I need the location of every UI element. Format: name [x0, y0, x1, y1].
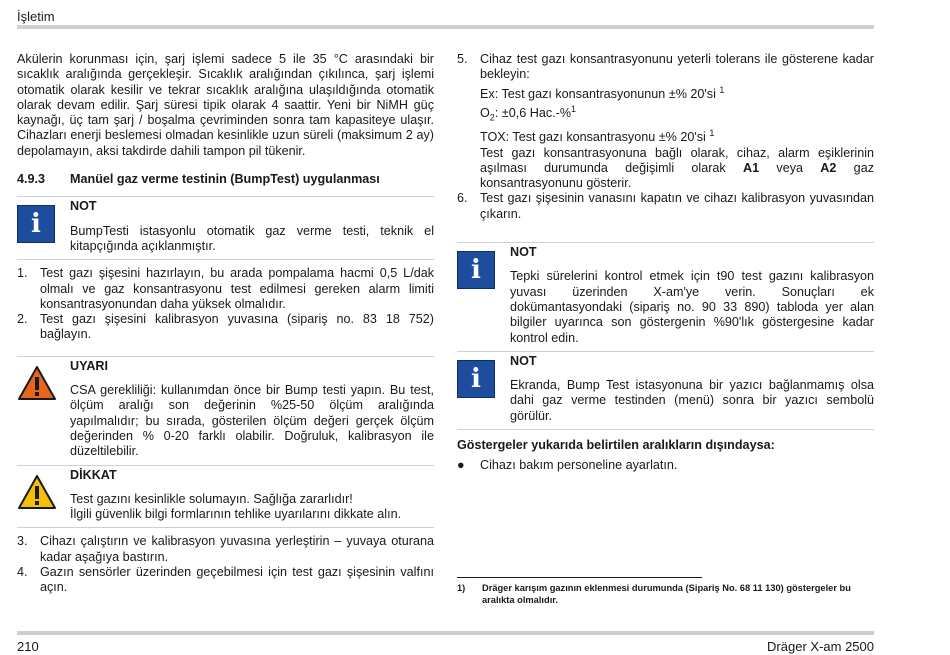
list-item: 1. Test gazı şişesini hazırlayın, bu arada pompalama hacmi 0,5 L/dak olmalı ve gaz konsantrasyonu test edilmesi gereken alarm limiti konsantrasyonundan daha yüksek olmalıdır. — [17, 266, 434, 311]
warning-text: CSA gerekliliği: kullanımdan önce bir Bump testi yapın. Bu test, ölçüm aralığı son değerinin %25-50 ölçüm aralığında yapılmalıdır; bu sırada, gösterilen ölçüm değeri gerçek ölçüm değerinden % 0-20 farklı olabilir. Doğruluk, kalibrasyon ile düzeltilebilir. — [70, 383, 434, 459]
caution-text-2: İlgili güvenlik bilgi formlarının tehlike uyarılarını dikkate alın. — [70, 507, 402, 522]
list-item: 6. Test gazı şişesinin vanasını kapatın ve cihazı kalibrasyon yuvasından çıkarın. — [457, 191, 874, 221]
warning-box — [17, 356, 434, 466]
steps-list — [17, 266, 434, 342]
note-text: BumpTesti istasyonlu otomatik gaz verme testi, teknik el kitapçığında açıklanmıştır. — [70, 223, 434, 253]
caution-box — [17, 466, 434, 529]
note-box — [457, 352, 874, 430]
warning-triangle-icon — [17, 365, 57, 401]
list-item: 3. Cihazı çalıştırın ve kalibrasyon yuvasına yerleştirin – yuvaya oturana kadar aşağıya bastırın. — [17, 534, 434, 564]
note-box — [457, 242, 874, 352]
note-title: NOT — [510, 353, 537, 368]
product-name: Dräger X-am 2500 — [767, 639, 874, 654]
subheading: Göstergeler yukarıda belirtilen aralıkların dışındaysa: — [457, 438, 775, 453]
info-icon: i — [457, 251, 495, 289]
bullet-list — [457, 458, 874, 473]
note-box — [17, 196, 434, 260]
section-title: Manüel gaz verme testinin (BumpTest) uygulanması — [70, 172, 380, 187]
list-item: 4. Gazın sensörler üzerinden geçebilmesi için test gazı şişesinin valfını açın. — [17, 565, 434, 595]
intro-paragraph: Akülerin korunması için, şarj işlemi sadece 5 ile 35 °C arasındaki bir sıcaklık aralığında gerçekleşir. Sıcaklık aralığından çıkılınca, şarj işlemi otomatik olarak kesilir ve tekrar sıcaklık aralığına ulaşıldığında otomatik olarak devam edilir. Şarj süresi tipik olarak 4 saattir. Yeni bir NiMH güç kaynağı, üç tam şarj / boşalma çevriminden sonra tam kapasiteye ulaşır. Cihazları enerji beslemesi olmadan kesinlikle uzun süreli (maksimum 2 ay) depolamayın, aksi takdirde dahili tampon pil tükenir. — [17, 52, 434, 158]
note-text: Ekranda, Bump Test istasyonuna bir yazıcı bağlanmamış olsa dahi gaz verme testinden (menü) sonra bir yazıcı sembolü görülür. — [510, 378, 874, 423]
right-column — [457, 52, 874, 474]
bullet-icon: ● — [457, 458, 465, 473]
caution-title: DİKKAT — [70, 467, 117, 482]
list-item: 5. Cihaz test gazı konsantrasyonunu yeterli tolerans ile gösterene kadar bekleyin: Ex: Test gazı konsantrasyonunun ±% 20'si $^1$ $O_2$: ±0,6 Hac.-%$^1$ TOX: Test gazı konsantrasyonu ±% 20'si $^1$ Test gazı konsantrasyonuna bağlı olarak, cihaz, alarm eşiklerinin aşılması durumunda değişimli olarak A1 veya A2 gaz konsantrasyonunu gösterir. — [457, 52, 874, 191]
note-title: NOT — [510, 245, 537, 260]
note-text: Tepki sürelerini kontrol etmek için t90 test gazını kalibrasyon yuvası üzerinden X-am'ye verin. Sonuçları ek dokümantasyondaki (sipariş no. 90 33 890) tabloda yer alan bilgiler uyarınca son göstergenin %90'lık göstergesine kadar kontrol edin. — [510, 269, 874, 345]
page-number: 210 — [17, 639, 39, 654]
info-icon: i — [457, 360, 495, 398]
header-rule — [17, 25, 874, 29]
left-column — [17, 52, 434, 596]
caution-triangle-icon — [17, 474, 57, 510]
steps-list-right — [457, 52, 874, 222]
footer-rule — [17, 631, 874, 635]
warning-title: UYARI — [70, 358, 109, 373]
section-heading — [17, 172, 434, 187]
page-header-title: İşletim — [17, 9, 55, 24]
section-number: 4.9.3 — [17, 172, 46, 187]
list-item: ● Cihazı bakım personeline ayarlatın. — [457, 458, 678, 473]
footnote: 1) Dräger karışım gazının eklenmesi durumunda (Sipariş No. 68 11 130) göstergeler bu aralıkta olmalıdır. — [457, 583, 851, 605]
list-item: 2. Test gazı şişesini kalibrasyon yuvasına (sipariş no. 83 18 752) bağlayın. — [17, 312, 434, 342]
caution-text-1: Test gazını kesinlikle solumayın. Sağlığa zararlıdır! — [70, 491, 353, 506]
footnote-rule — [457, 577, 702, 578]
info-icon: i — [17, 205, 55, 243]
steps-list-continued — [17, 534, 434, 595]
note-title: NOT — [70, 199, 97, 214]
